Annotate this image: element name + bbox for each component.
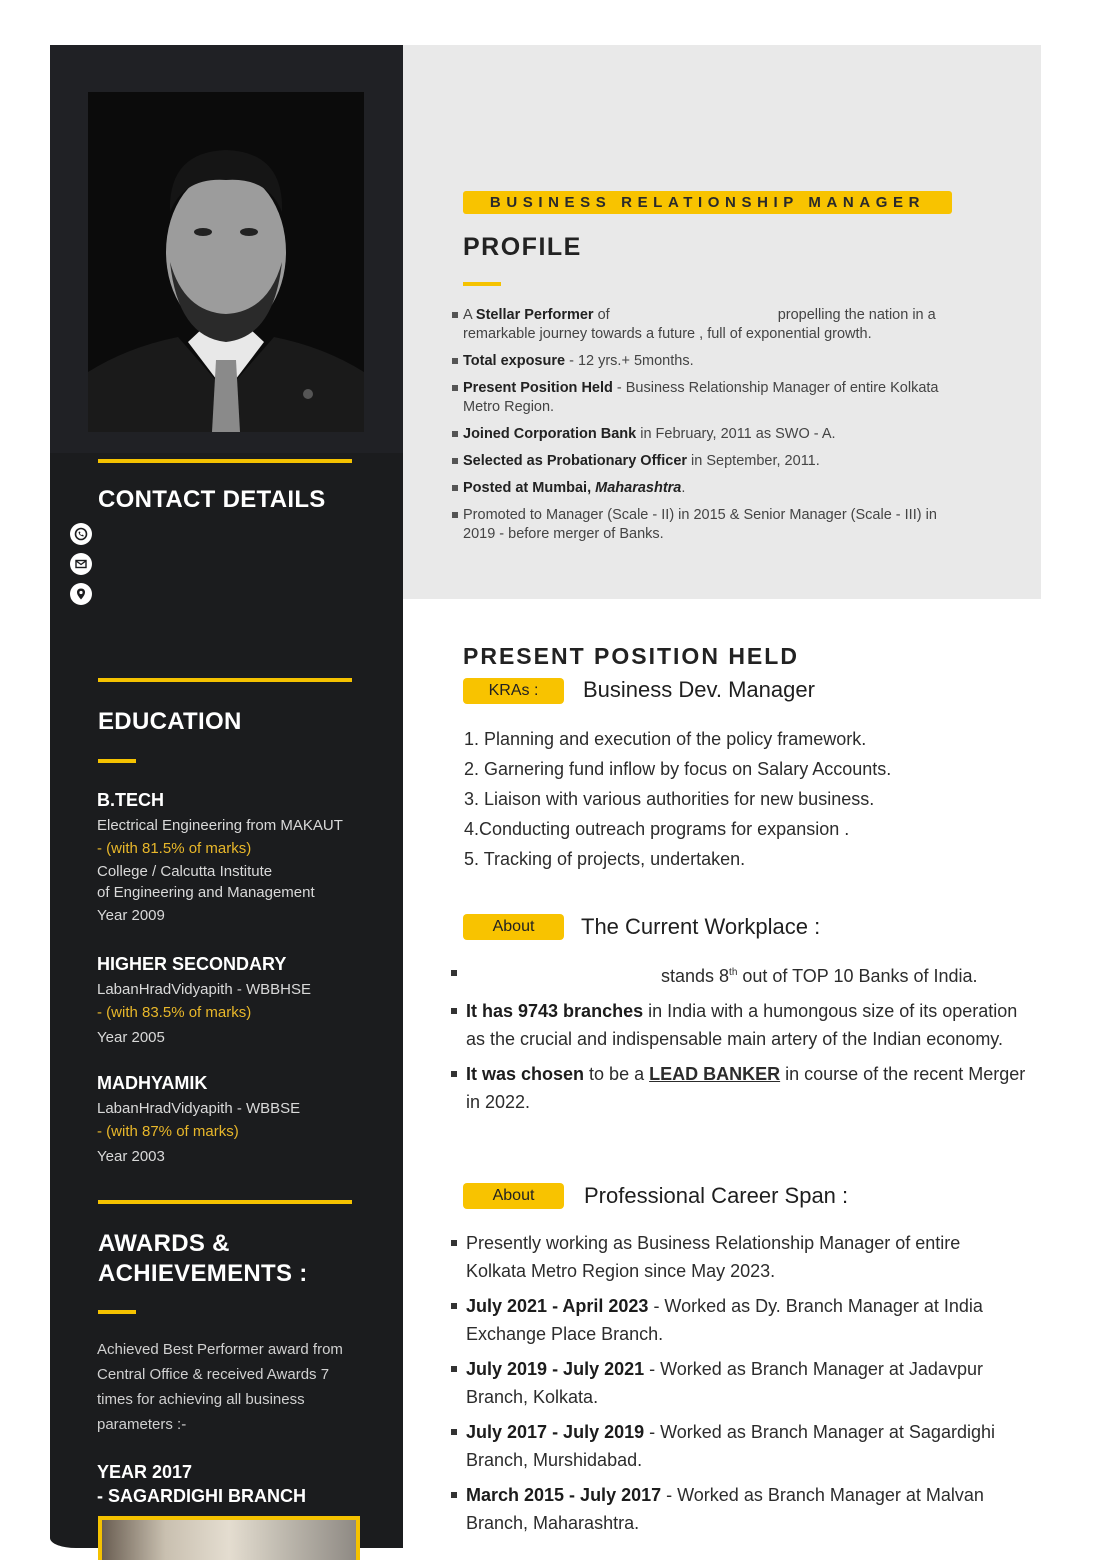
kra-item: 3. Liaison with various authorities for new business. (464, 789, 875, 809)
lead-banker-link: LEAD BANKER (649, 1064, 781, 1084)
heading-underline (98, 759, 136, 763)
workplace-heading: The Current Workplace : (581, 914, 821, 939)
degree-detail: Electrical Engineering from MAKAUT (97, 817, 343, 834)
degree-detail: LabanHradVidyapith - WBBSE (97, 1100, 301, 1117)
profile-item: A Stellar Performer of propelling the nation in a remarkable journey towards a future , full of exponential growth. (450, 306, 950, 344)
awards-heading (98, 1229, 308, 1289)
workplace-list (450, 959, 1040, 1123)
education-item (97, 790, 387, 928)
divider (98, 459, 352, 463)
whatsapp-icon[interactable] (70, 523, 92, 545)
mail-icon[interactable] (70, 553, 92, 575)
degree-year: Year 2009 (97, 907, 165, 924)
divider (98, 1200, 352, 1204)
awards-description: Achieved Best Performer award from Central Office & received Awards 7 times for achieving all business parameters :- (97, 1341, 343, 1433)
location-icon[interactable] (70, 583, 92, 605)
career-item: July 2019 - July 2021 - Worked as Branch Manager at Jadavpur Branch, Kolkata. (450, 1355, 1010, 1411)
career-item: July 2017 - July 2019 - Worked as Branch Manager at Sagardighi Branch, Murshidabad. (450, 1418, 1010, 1474)
degree-marks: - (with 87% of marks) (97, 1123, 239, 1140)
awards-heading-line: ACHIEVEMENTS : (98, 1260, 308, 1287)
education-item (97, 954, 387, 1050)
degree-title: B.TECH (97, 790, 164, 810)
profile-item: Present Position Held - Business Relationship Manager of entire Kolkata Metro Region. (450, 379, 950, 417)
profile-heading: PROFILE (463, 233, 582, 261)
education-heading: EDUCATION (98, 708, 242, 735)
sidebar (50, 45, 403, 1548)
degree-detail: LabanHradVidyapith - WBBHSE (97, 981, 311, 998)
degree-year: Year 2003 (97, 1148, 165, 1165)
profile-item: Total exposure - 12 yrs.+ 5months. (450, 352, 950, 371)
career-heading: Professional Career Span : (584, 1183, 849, 1208)
career-item: March 2015 - July 2017 - Worked as Branch Manager at Malvan Branch, Maharashtra. (450, 1481, 1010, 1537)
kra-item: 2. Garnering fund inflow by focus on Salary Accounts. (464, 759, 892, 779)
workplace-item: It has 9743 branches in India with a humongous size of its operation as the crucial and indispensable main artery of the Indian economy. (450, 997, 1040, 1053)
profile-list (450, 306, 950, 552)
career-item: Presently working as Business Relationship Manager of entire Kolkata Metro Region since May 2023. (450, 1229, 1010, 1285)
divider (98, 678, 352, 682)
profile-item: Selected as Probationary Officer in September, 2011. (450, 452, 950, 471)
kra-item: 1. Planning and execution of the policy framework. (464, 729, 867, 749)
college-line: College / Calcutta Institute (97, 863, 273, 880)
kra-item: 5. Tracking of projects, undertaken. (464, 849, 746, 869)
award-photo (98, 1516, 360, 1560)
degree-title: HIGHER SECONDARY (97, 954, 287, 974)
profile-photo (88, 92, 364, 432)
present-position-heading: PRESENT POSITION HELD (463, 643, 799, 669)
education-item (97, 1073, 387, 1169)
kras-tag: KRAs : (463, 678, 564, 704)
portrait-illustration (88, 92, 364, 432)
award-year (97, 1460, 306, 1508)
contact-icons (70, 523, 92, 613)
about-tag: About (463, 914, 564, 940)
workplace-item: stands 8th out of TOP 10 Banks of India. (450, 959, 1040, 990)
awards-heading-line: AWARDS & (98, 1230, 230, 1257)
degree-title: MADHYAMIK (97, 1073, 208, 1093)
kra-list (464, 724, 891, 874)
profile-item: Promoted to Manager (Scale - II) in 2015 & Senior Manager (Scale - III) in 2019 - before merger of Banks. (450, 506, 950, 544)
award-branch-line: - SAGARDIGHI BRANCH (97, 1486, 306, 1506)
heading-underline (98, 1310, 136, 1314)
contact-heading: CONTACT DETAILS (98, 486, 326, 513)
workplace-item: It was chosen to be a LEAD BANKER in course of the recent Merger in 2022. (450, 1060, 1040, 1116)
college-line: of Engineering and Management (97, 884, 315, 901)
degree-marks: - (with 81.5% of marks) (97, 840, 252, 857)
role-title: Business Dev. Manager (583, 677, 815, 702)
profile-item: Joined Corporation Bank in February, 2011 as SWO - A. (450, 425, 950, 444)
about-tag: About (463, 1183, 564, 1209)
kra-item: 4.Conducting outreach programs for expansion . (464, 819, 850, 839)
heading-underline (463, 282, 501, 286)
degree-year: Year 2005 (97, 1029, 165, 1046)
career-item: July 2021 - April 2023 - Worked as Dy. Branch Manager at India Exchange Place Branch. (450, 1292, 1010, 1348)
career-list (450, 1229, 1010, 1544)
award-year-line: YEAR 2017 (97, 1462, 193, 1482)
job-title-badge: BUSINESS RELATIONSHIP MANAGER (463, 191, 952, 214)
profile-item: Posted at Mumbai, Maharashtra. (450, 479, 950, 498)
degree-marks: - (with 83.5% of marks) (97, 1004, 252, 1021)
